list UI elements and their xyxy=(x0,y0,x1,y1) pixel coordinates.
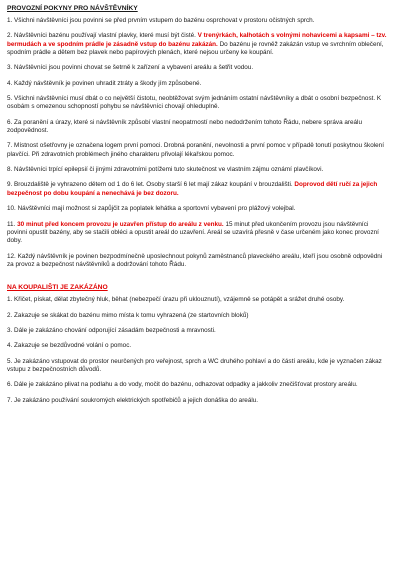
rule-item-1: 1. Všichni návštěvníci jsou povinni se před prvním vstupem do bazénu osprchovat v prostoru očistných sprch. xyxy=(7,17,315,24)
rule-item-2 xyxy=(7,32,390,57)
prohibited-item-4: 4. Zakazuje se bezdůvodné volání o pomoc. xyxy=(7,342,132,350)
rule-item-10: 10. Návštěvníci mají možnost si zapůjčit za poplatek lehátka a sportovní vybavení pro plážový volejbal. xyxy=(7,205,296,213)
prohibited-item-5: 5. Je zakázáno vstupovat do prostor neurčených pro veřejnost, sprch a WC druhého pohlaví a do částí areálu, kde je vyznačen zákaz vstupu z bezpečnostních důvodů. xyxy=(7,357,382,373)
rule-item-11-text-a: 11. xyxy=(7,220,18,228)
rule-item-2-text-a: 2. Návštěvníci bazénu používají vlastní plavky, které musí být čisté. xyxy=(7,32,198,40)
rule-item-4: 4. Každý návštěvník je povinen uhradit ztráty a škody jím způsobené. xyxy=(7,79,202,87)
rule-item-5: 5. Všichni návštěvníci musí dbát o co největší čistotu, neobtěžovat svým jednáním ostatní návštěvníky a dbát o osobní bezpečnost. K osobám s omezenou schopností pohybu se návštěvníci chovají ohleduplně. xyxy=(7,95,382,111)
rule-item-12: 12. Každý návštěvník je povinen bezpodmínečně uposlechnout pokynů zaměstnanců plaveckého areálu, kteří jsou osobně odpovědni za provoz a bezpečnost návštěvníků a dodržování tohoto Řádu. xyxy=(7,252,383,268)
rule-item-11-text-b: 15 minut před ukončením provozu jsou návštěvníci povinni opustit bazény, aby se stačili obléci a opustit areál do uzavření. Areál se uzavírá přesně v čase určeném jako konec provozní doby. xyxy=(7,220,379,245)
rule-item-2-text-b: Do bazénu je rovněž zakázán vstup ve svrchním oblečení, spodním prádle a dětem bez plavek nebo papírových plenách, které nejsou určeny ke koupání. xyxy=(7,40,384,57)
rule-item-6: 6. Za poranění a úrazy, které si návštěvník způsobí vlastní neopatrností nebo nedodržením tohoto Řádu, nebere správa areálu zodpovědnost. xyxy=(7,118,362,135)
prohibited-item-2: 2. Zakazuje se skákat do bazénu mimo místa k tomu vyhrazená (ze startovních bloků) xyxy=(7,311,249,319)
rule-item-9 xyxy=(7,181,390,198)
rule-item-9-highlight: Doprovod dětí ručí za jejich bezpečnost po dobu koupání a nenechává je bez dozoru. xyxy=(7,181,378,197)
section-title-rules: PROVOZNÍ POKYNY PRO NÁVŠTĚVNÍKY xyxy=(7,5,138,12)
rule-item-11-highlight: 30 minut před koncem provozu je uzavřen přístup do areálu z venku. xyxy=(17,220,224,228)
prohibited-item-7: 7. Je zakázáno používání soukromých elektrických spotřebičů a jejich donáška do areálu. xyxy=(7,396,259,404)
section-title-prohibited: NA KOUPALIŠTI JE ZAKÁZÁNO xyxy=(7,284,108,292)
rule-item-3: 3. Návštěvníci jsou povinni chovat se šetrně k zařízení a vybavení areálu a šetřit vodou. xyxy=(7,64,254,72)
rule-item-7: 7. Místnost ošetřovny je označena logem první pomoci. Drobná poranění, nevolnosti a první pomoc v případě tonutí poskytnou školení plavčíci. Při zdravotních problémech jiného charakteru přivolají lékařskou pomoc. xyxy=(7,142,384,158)
prohibited-item-6: 6. Dále je zakázáno plivat na podlahu a do vody, močit do bazénu, odhazovat odpadky a jakkoliv znečišťovat prostory areálu. xyxy=(7,381,358,389)
prohibited-item-3: 3. Dále je zakázáno chování odporující zásadám bezpečnosti a mravnosti. xyxy=(7,326,216,334)
rule-item-8: 8. Návštěvníci trpící epilepsií či jinými zdravotními potížemi tuto skutečnost ve vlastním zájmu oznámí plavčíkovi. xyxy=(7,166,324,174)
rule-item-11 xyxy=(7,221,390,246)
rule-item-2-highlight: V trenýrkách, kalhotách s volnými nohavicemi a kapsami – tzv. bermudách a ve spodním prádle je zásadně vstup do bazénu zakázán. xyxy=(7,32,387,48)
prohibited-item-1: 1. Křičet, pískat, dělat zbytečný hluk, běhat (nebezpečí úrazu při uklouznutí), vzájemně se potápět a srážet druhé osoby. xyxy=(7,296,345,304)
rule-item-9-text-a: 9. Brouzdaliště je vyhrazeno dětem od 1 do 6 let. Osoby starší 6 let mají zákaz koupání v brouzdališti. xyxy=(7,181,295,189)
